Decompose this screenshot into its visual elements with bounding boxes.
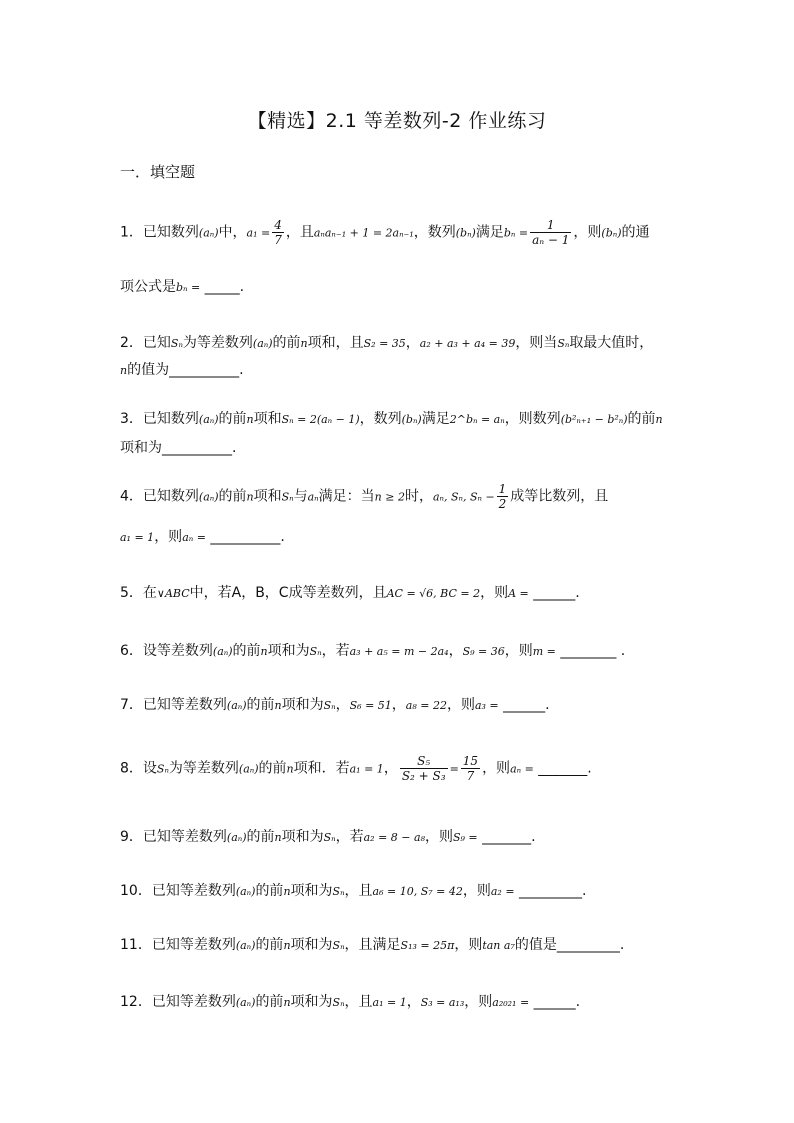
question-text: 项和为 bbox=[290, 994, 333, 1010]
question-text: 3．已知数列 bbox=[120, 411, 199, 427]
question-text: 项和为 bbox=[290, 883, 333, 899]
question-text: 项和为 bbox=[281, 829, 324, 845]
question-line bbox=[120, 826, 536, 846]
question-text: ，则 bbox=[464, 994, 493, 1010]
math-expression: bₙ = bbox=[176, 281, 201, 294]
question-text: ， bbox=[406, 994, 421, 1010]
math-expression: a₁ = bbox=[246, 226, 271, 240]
question-text: ，且 bbox=[344, 883, 373, 899]
question-line bbox=[120, 934, 624, 954]
math-expression: Sₙ bbox=[557, 337, 570, 350]
question-text: ，则当 bbox=[515, 335, 558, 351]
question-text: ______. bbox=[528, 585, 580, 601]
question-line bbox=[120, 582, 580, 602]
question-text: 的前 bbox=[255, 883, 284, 899]
question-line bbox=[120, 359, 244, 379]
question-text: ， bbox=[391, 697, 406, 713]
fraction-numerator: 15 bbox=[462, 754, 479, 768]
math-expression: a₆ = 10, S₇ = 42 bbox=[372, 885, 463, 898]
question-text: ______. bbox=[498, 697, 550, 713]
question-line bbox=[120, 482, 608, 511]
math-expression: bₙ = bbox=[503, 226, 529, 240]
question-text: ，则 bbox=[462, 883, 491, 899]
math-expression: (aₙ) bbox=[235, 885, 256, 898]
math-expression: n bbox=[260, 645, 268, 658]
math-expression: Sₙ bbox=[332, 939, 345, 952]
question-text: 8．设 bbox=[120, 760, 157, 777]
math-expression: Sₙ bbox=[156, 762, 169, 776]
question-text: ，则 bbox=[573, 224, 602, 241]
question-line bbox=[120, 991, 580, 1011]
math-expression: (aₙ) bbox=[198, 490, 219, 504]
question-text: 与 bbox=[293, 488, 308, 505]
question-text: 为等差数列 bbox=[182, 335, 253, 351]
math-expression: ∨ABC bbox=[156, 587, 190, 600]
math-expression: m = bbox=[532, 645, 556, 658]
question-text: 中， bbox=[218, 224, 247, 241]
question-text: 4．已知数列 bbox=[120, 488, 199, 505]
question-text: ， bbox=[335, 697, 350, 713]
math-expression: aₙ = bbox=[510, 762, 534, 776]
math-expression: Sₙ bbox=[309, 645, 322, 658]
question-text: 满足：当 bbox=[318, 488, 375, 505]
question-text: 的值是_________. bbox=[514, 937, 625, 953]
math-expression: Sₙ bbox=[332, 996, 345, 1009]
question-text: 项公式是 bbox=[120, 279, 176, 295]
fraction-numerator: S₅ bbox=[400, 754, 448, 769]
question-text: 1．已知数列 bbox=[120, 224, 199, 241]
math-expression: a₂ = 8 − a₈ bbox=[363, 831, 425, 844]
question-text: 的值为__________. bbox=[127, 362, 244, 378]
question-text: ，且 bbox=[285, 224, 314, 241]
math-expression: (aₙ) bbox=[212, 645, 233, 658]
question-text: 12．已知等差数列 bbox=[120, 994, 236, 1010]
fraction-denominator: S₂ + S₃ bbox=[401, 769, 446, 783]
question-text: ，则 bbox=[504, 643, 533, 659]
fraction-denominator: aₙ − 1 bbox=[532, 233, 570, 247]
math-expression: n bbox=[246, 413, 254, 426]
math-expression: n bbox=[283, 996, 291, 1009]
fraction-denominator: 2 bbox=[498, 497, 507, 511]
question-text: ，则数列 bbox=[504, 411, 561, 427]
question-text: ，且满足 bbox=[344, 937, 401, 953]
question-text: _____. bbox=[200, 279, 245, 295]
math-expression: n bbox=[286, 762, 294, 776]
question-text: ，若 bbox=[335, 829, 364, 845]
question-text: ，数列 bbox=[413, 224, 456, 241]
math-expression: a₂ + a₃ + a₄ = 39 bbox=[419, 337, 516, 350]
question-text: ， bbox=[448, 643, 463, 659]
page-title: 【精选】2.1 等差数列-2 作业练习 bbox=[247, 110, 547, 132]
math-expression: n bbox=[246, 490, 254, 504]
fraction-denominator: 7 bbox=[466, 769, 475, 783]
math-expression: S₂ = 35 bbox=[363, 337, 406, 350]
question-text: 的前 bbox=[272, 335, 301, 351]
math-expression: a₈ = 22 bbox=[405, 699, 447, 712]
question-line bbox=[120, 276, 244, 296]
question-text: 取最大值时， bbox=[569, 335, 654, 351]
question-text: ，则 bbox=[454, 937, 483, 953]
question-text: 7．已知等差数列 bbox=[120, 697, 227, 713]
math-expression: S₉ = bbox=[452, 831, 478, 844]
math-expression: aₙ = bbox=[182, 531, 206, 544]
math-expression: 2^bₙ = aₙ bbox=[449, 413, 505, 426]
question-text: ， bbox=[405, 335, 420, 351]
math-expression: S₃ = a₁₃ bbox=[420, 996, 465, 1009]
math-fraction bbox=[461, 754, 480, 783]
question-line bbox=[120, 218, 650, 247]
question-text: 11．已知等差数列 bbox=[120, 937, 236, 953]
question-text: 的前 bbox=[246, 829, 275, 845]
math-expression: Sₙ = 2(aₙ − 1) bbox=[281, 413, 360, 426]
question-text: ，则 bbox=[446, 697, 475, 713]
question-line bbox=[120, 332, 653, 352]
math-expression: aₙ bbox=[307, 490, 319, 504]
math-expression: (aₙ) bbox=[198, 226, 219, 240]
question-text: 满足 bbox=[421, 411, 450, 427]
question-text: 9．已知等差数列 bbox=[120, 829, 227, 845]
math-expression: (aₙ) bbox=[235, 939, 256, 952]
question-text: 的前 bbox=[255, 937, 284, 953]
math-expression: (aₙ) bbox=[226, 699, 247, 712]
question-text: 为等差数列 bbox=[168, 760, 239, 777]
question-text: 项和 bbox=[253, 411, 282, 427]
math-fraction bbox=[272, 218, 284, 247]
question-text: 项和为 bbox=[290, 937, 333, 953]
math-expression: n bbox=[120, 364, 128, 377]
math-expression: a₃ = bbox=[474, 699, 499, 712]
math-expression: S₆ = 51 bbox=[349, 699, 392, 712]
question-text: 中，若A，B，C成等差数列，且 bbox=[189, 585, 387, 601]
question-line bbox=[120, 408, 663, 428]
fraction-numerator: 1 bbox=[530, 218, 571, 233]
question-text: 2．已知 bbox=[120, 335, 171, 351]
math-expression: n bbox=[274, 831, 282, 844]
question-text: ，若 bbox=[321, 643, 350, 659]
question-text: 10．已知等差数列 bbox=[120, 883, 236, 899]
question-line bbox=[120, 640, 625, 660]
question-text: __________. bbox=[205, 529, 285, 545]
question-text: 的前 bbox=[218, 488, 247, 505]
question-text: 的前 bbox=[255, 994, 284, 1010]
question-text: _________. bbox=[514, 883, 587, 899]
math-expression: a₃ + a₅ = m − 2a₄ bbox=[349, 645, 449, 658]
math-expression: (b²ₙ₊₁ − b²ₙ) bbox=[560, 413, 628, 426]
question-text: 项和 bbox=[253, 488, 282, 505]
fraction-numerator: 1 bbox=[498, 482, 507, 496]
question-text: 项和为__________. bbox=[120, 440, 237, 456]
question-line bbox=[120, 526, 285, 546]
question-text: 项和，且 bbox=[307, 335, 364, 351]
math-fraction bbox=[497, 482, 509, 511]
math-expression: a₂₀₂₁ = bbox=[492, 996, 530, 1009]
question-text: 项和．若 bbox=[293, 760, 350, 777]
math-expression: Sₙ bbox=[332, 885, 345, 898]
question-text: ，则 bbox=[154, 529, 183, 545]
math-expression: a₂ = bbox=[490, 885, 515, 898]
math-expression: a₁ = 1 bbox=[120, 531, 155, 544]
fraction-denominator: 7 bbox=[274, 233, 282, 247]
math-expression: n bbox=[300, 337, 308, 350]
question-text: ，则 bbox=[424, 829, 453, 845]
math-expression: (bₙ) bbox=[455, 226, 476, 240]
question-text: ，则 bbox=[480, 585, 509, 601]
math-fraction bbox=[530, 218, 571, 247]
question-text: 的前 bbox=[218, 411, 247, 427]
math-expression: (aₙ) bbox=[198, 413, 219, 426]
math-expression: (bₙ) bbox=[401, 413, 422, 426]
math-expression: n bbox=[274, 699, 282, 712]
math-expression: Sₙ bbox=[281, 490, 294, 504]
math-expression: tan a₇ bbox=[482, 939, 515, 952]
math-expression: aₙ, Sₙ, Sₙ − bbox=[432, 490, 495, 504]
math-expression: n bbox=[655, 413, 663, 426]
math-expression: aₙaₙ₋₁ + 1 = 2aₙ₋₁ bbox=[313, 226, 414, 240]
math-expression: (aₙ) bbox=[235, 996, 256, 1009]
question-text: 的前 bbox=[258, 760, 287, 777]
question-text: 满足 bbox=[475, 224, 504, 241]
question-text: ______. bbox=[529, 994, 581, 1010]
math-expression: (aₙ) bbox=[252, 337, 273, 350]
question-text: 项和为 bbox=[267, 643, 310, 659]
question-line bbox=[120, 437, 236, 457]
math-expression: n ≥ 2 bbox=[374, 490, 405, 504]
question-text: 成等比数列，且 bbox=[510, 488, 609, 505]
math-expression: AC = √6, BC = 2 bbox=[386, 587, 481, 600]
math-expression: S₁₃ = 25π bbox=[400, 939, 455, 952]
math-expression: = bbox=[449, 762, 459, 776]
question-text: 的前 bbox=[232, 643, 261, 659]
question-text: ，则 bbox=[482, 760, 511, 777]
math-fraction bbox=[400, 754, 448, 783]
section-heading: 一．填空题 bbox=[120, 163, 196, 181]
math-expression: (bₙ) bbox=[601, 226, 622, 240]
math-expression: (aₙ) bbox=[238, 762, 259, 776]
question-text: 的前 bbox=[246, 697, 275, 713]
question-text: 项和为 bbox=[281, 697, 324, 713]
question-text: ，数列 bbox=[359, 411, 402, 427]
math-expression: n bbox=[283, 885, 291, 898]
question-text: 5．在 bbox=[120, 585, 157, 601]
question-text: ________ . bbox=[555, 643, 626, 659]
math-expression: a₁ = 1 bbox=[372, 996, 407, 1009]
math-expression: Sₙ bbox=[323, 699, 336, 712]
math-expression: n bbox=[283, 939, 291, 952]
question-text: 6．设等差数列 bbox=[120, 643, 213, 659]
fraction-numerator: 4 bbox=[274, 218, 282, 232]
math-expression: Sₙ bbox=[323, 831, 336, 844]
question-line bbox=[120, 754, 592, 783]
question-line bbox=[120, 694, 550, 714]
math-expression: A = bbox=[508, 587, 529, 600]
question-text: ，且 bbox=[344, 994, 373, 1010]
question-text: 的前 bbox=[627, 411, 656, 427]
question-text: 时， bbox=[404, 488, 433, 505]
math-expression: S₉ = 36 bbox=[462, 645, 505, 658]
question-text: ， bbox=[383, 760, 398, 777]
question-line bbox=[120, 880, 586, 900]
question-text: _______. bbox=[477, 829, 536, 845]
question-text: _______. bbox=[533, 760, 592, 777]
question-text: 的通 bbox=[621, 224, 650, 241]
math-expression: Sₙ bbox=[170, 337, 183, 350]
math-expression: (aₙ) bbox=[226, 831, 247, 844]
math-expression: a₁ = 1 bbox=[349, 762, 384, 776]
